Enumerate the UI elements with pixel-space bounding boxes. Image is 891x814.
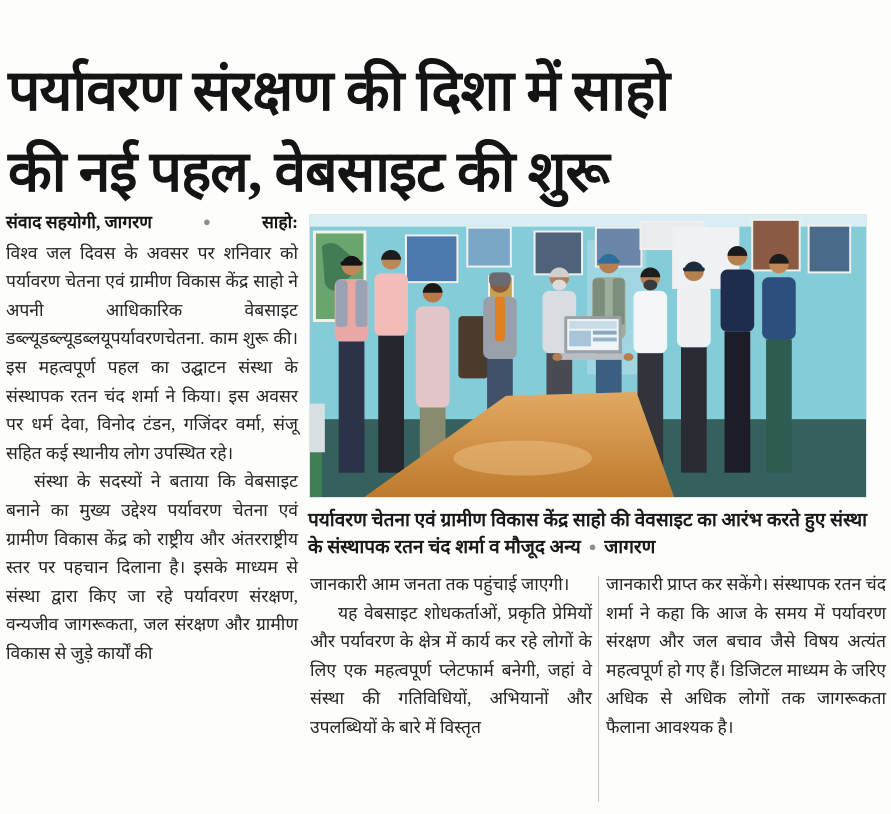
- headline-line-2: की नई पहल, वेबसाइट की शुरू: [8, 141, 609, 205]
- byline-location: साहो:: [261, 212, 298, 232]
- byline: [6, 208, 298, 237]
- article-paragraph: संस्था के सदस्यों ने बताया कि वेबसाइट बनाने का मुख्य उद्देश्य पर्यावरण चेतना एवं ग्रामीण विकास केंद्र को राष्ट्रीय और अंतरराष्ट्रीय स्तर पर पहचान दिलाना है। इसके माध्यम से संस्था द्वारा किए जा रहे पर्यावरण संरक्षण, वन्यजीव जागरूकता, जल संरक्षण और ग्रामीण विकास से जुड़े कार्यों की: [6, 471, 298, 663]
- headline-line-1: पर्यावरण संरक्षण की दिशा में साहो: [8, 60, 670, 124]
- article-paragraph: यह वेबसाइट शोधकर्ताओं, प्रकृति प्रेमियों और पर्यावरण के क्षेत्र में कार्य कर रहे लोगों के लिए एक महत्वपूर्ण प्लेटफार्म बनेगी, जहां वे संस्था की गतिविधियों, अभियानों और उपलब्धियों के बारे में विस्तृत: [310, 602, 592, 737]
- article-column-middle: [310, 570, 592, 810]
- photo-caption: [308, 508, 872, 561]
- photo-caption-text: पर्यावरण चेतना एवं ग्रामीण विकास केंद्र साहो की वेवसाइट का आरंभ करते हुए संस्था के संस्थापक रतन चंद शर्मा व मौजूद अन्य: [308, 510, 868, 558]
- column-divider: [598, 576, 599, 802]
- byline-bullet-icon: ●: [203, 214, 211, 229]
- photo-credit: जागरण: [604, 537, 656, 558]
- article-paragraph: विश्व जल दिवस के अवसर पर शनिवार को पर्यावरण चेतना एवं ग्रामीण विकास केंद्र साहो ने अपनी आधिकारिक वेबसाइट डब्ल्यूडब्ल्यूडब्लयूपर्यावरणचेतना. काम शुरू की। इस महत्वपूर्ण पहल का उद्घाटन संस्था के संस्थापक रतन चंद शर्मा ने किया। इस अवसर पर धर्म देवा, विनोद टंडन, गजिंदर वर्मा, संजू सहित कई स्थानीय लोग उपस्थित रहे।: [6, 242, 298, 463]
- news-photo-scene: [310, 215, 866, 497]
- article-column-left: [6, 208, 298, 808]
- article-paragraph: जानकारी आम जनता तक पहुंचाई जाएगी।: [310, 574, 570, 594]
- caption-bullet-icon: ●: [588, 539, 597, 554]
- article-paragraph: जानकारी प्राप्त कर सकेंगे। संस्थापक रतन चंद शर्मा ने कहा कि आज के समय में पर्यावरण संरक्षण और जल बचाव जैसे विषय अत्यंत महत्वपूर्ण हो गए हैं। डिजिटल माध्यम के जरिए अधिक से अधिक लोगों तक जागरूकता फैलाना आवश्यक है।: [606, 574, 886, 737]
- article-column-right: [606, 570, 886, 810]
- news-photo: [310, 215, 866, 497]
- byline-reporter: संवाद सहयोगी, जागरण: [6, 212, 152, 232]
- article-headline: [8, 52, 884, 214]
